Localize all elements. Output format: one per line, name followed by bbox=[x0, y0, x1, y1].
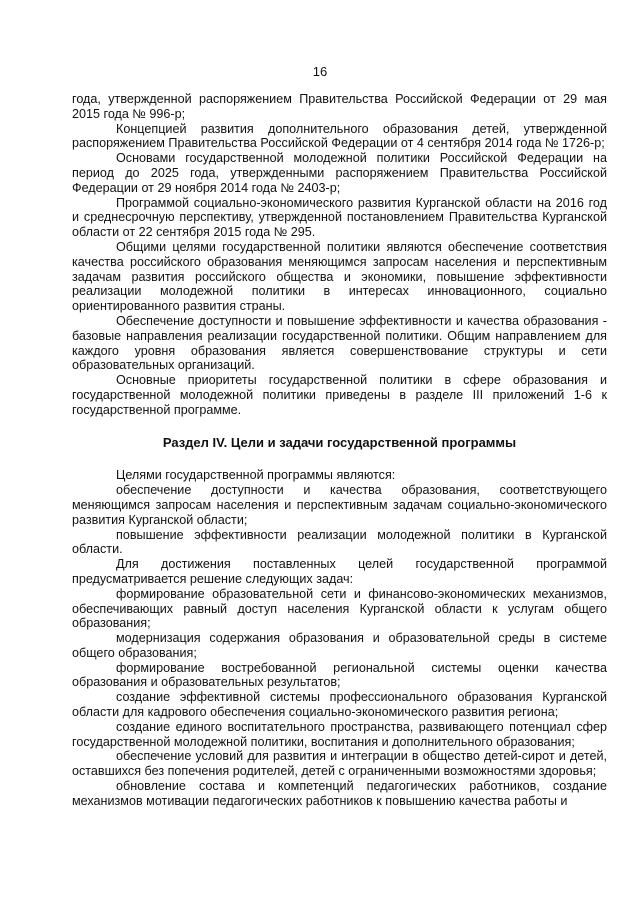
section-heading: Раздел IV. Цели и задачи государственной программы bbox=[162, 434, 517, 450]
paragraph: Программой социально-экономического развития Курганской области на 2016 год и среднесрочную перспективу, утвержденной постановлением Правительства Курганской области от 22 сентября 2015 года № 295. bbox=[72, 195, 607, 240]
paragraph: Обеспечение доступности и повышение эффективности и качества образования - базовые направления реализации государственной политики. Общим направлением для каждого уровня образования является совершенствование структуры и сети образовательных организаций. bbox=[72, 313, 607, 373]
paragraph: Общими целями государственной политики являются обеспечение соответствия качества российского образования меняющимся запросам населения и перспективным задачам развития российского общества и экономики, повышение эффективности реализации молодежной политики в интересах инновационного, социально ориентированного развития страны. bbox=[72, 239, 607, 314]
paragraph: формирование образовательной сети и финансово-экономических механизмов, обеспечивающих равный доступ населения Курганской области к услугам общего образования; bbox=[72, 586, 607, 631]
paragraph: Концепцией развития дополнительного образования детей, утвержденной распоряжением Правительства Российской Федерации от 4 сентября 2014 года № 1726-р; bbox=[72, 121, 607, 151]
paragraph: создание единого воспитательного пространства, развивающего потенциал сфер государственной молодежной политики, воспитания и дополнительного образования; bbox=[72, 719, 607, 749]
paragraph: Для достижения поставленных целей государственной программой предусматривается решение следующих задач: bbox=[72, 557, 607, 586]
paragraph: года, утвержденной распоряжением Правительства Российской Федерации от 29 мая 2015 года № 996-р; bbox=[72, 92, 607, 121]
paragraph: обеспечение доступности и качества образования, соответствующего меняющимся запросам населения и перспективным задачам социально-экономического развития Курганской области; bbox=[72, 483, 607, 527]
paragraph: создание эффективной системы профессионального образования Курганской области для кадрового обеспечения социально-экономического развития региона; bbox=[72, 690, 607, 720]
document-body bbox=[72, 92, 607, 809]
paragraph: обновление состава и компетенций педагогических работников, создание механизмов мотивации педагогических работников к повышению качества работы и bbox=[72, 779, 607, 808]
paragraph: Основами государственной молодежной политики Российской Федерации на период до 2025 года, утвержденными распоряжением Правительства Российской Федерации от 29 ноября 2014 года № 2403-р; bbox=[72, 151, 607, 195]
paragraph: Целями государственной программы являются: bbox=[116, 468, 396, 483]
paragraph: Основные приоритеты государственной политики в сфере образования и государственной молодежной политики приведены в разделе III приложений 1-6 к государственной программе. bbox=[72, 373, 607, 417]
paragraph: обеспечение условий для развития и интеграции в общество детей-сирот и детей, оставшихся без попечения родителей, детей с ограниченными возможностями здоровья; bbox=[72, 749, 607, 779]
paragraph: модернизация содержания образования и образовательной среды в системе общего образования; bbox=[72, 631, 607, 660]
page-number: 16 bbox=[312, 64, 328, 79]
paragraph: повышение эффективности реализации молодежной политики в Курганской области. bbox=[72, 527, 607, 557]
paragraph: формирование востребованной региональной системы оценки качества образования и образовательных результатов; bbox=[72, 660, 607, 690]
